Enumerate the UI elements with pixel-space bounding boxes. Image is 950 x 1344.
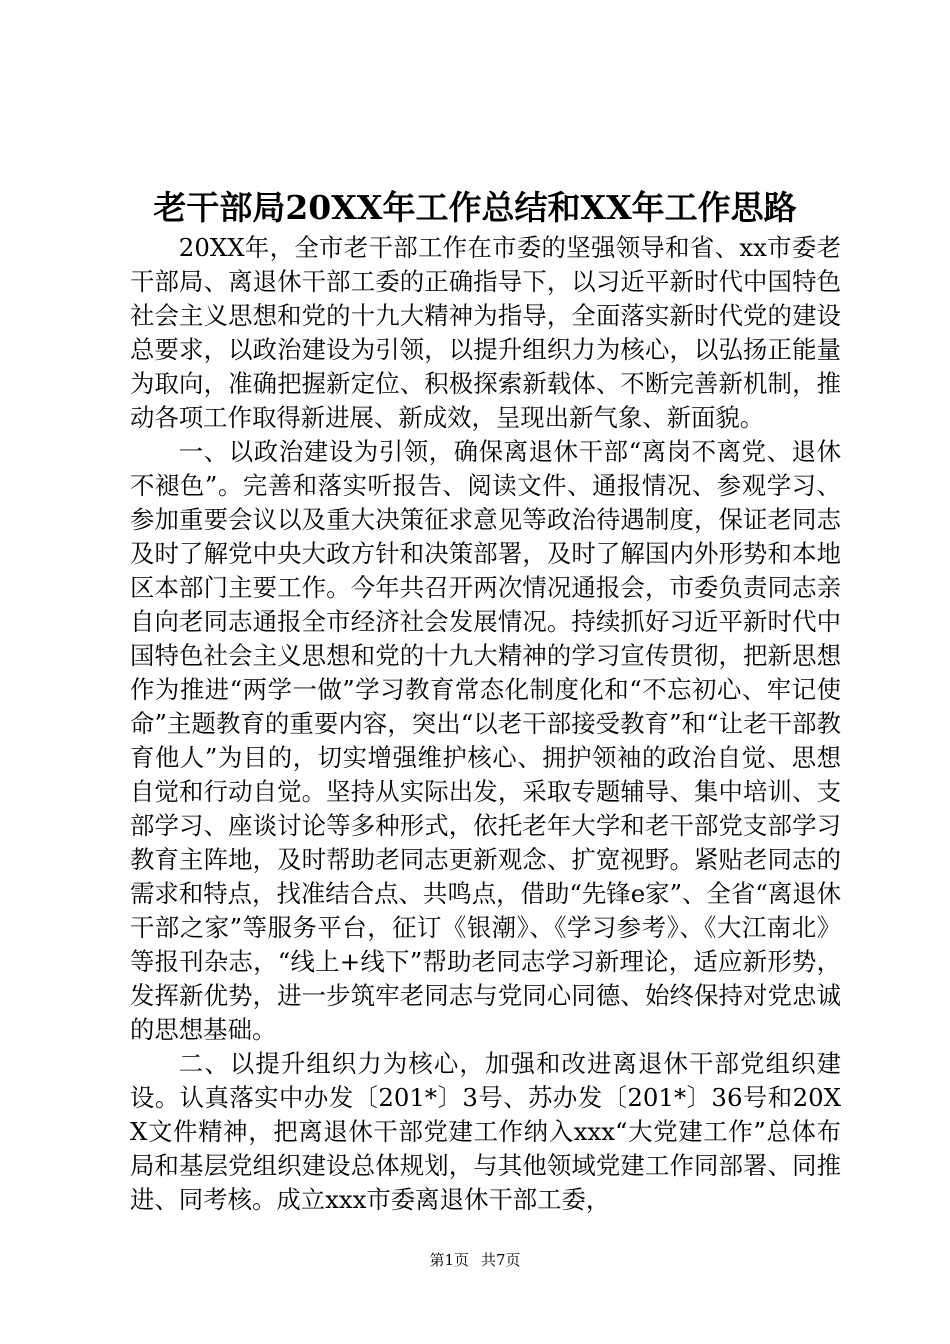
page-footer xyxy=(0,1250,950,1270)
paragraph-section-1: 一、以政治建设为引领，确保离退休干部“离岗不离党、退休不褪色”。完善和落实听报告、阅读文件、通报情况、参观学习、参加重要会议以及重大决策征求意见等政治待遇制度，保证老同志及时了解党中央大政方针和决策部署，及时了解国内外形势和本地区本部门主要工作。今年共召开两次情况通报会，市委负责同志亲自向老同志通报全市经济社会发展情况。持续抓好习近平新时代中国特色社会主义思想和党的十九大精神的学习宣传贯彻，把新思想作为推进“两学一做”学习教育常态化制度化和“不忘初心、牢记使命”主题教育的重要内容，突出“以老干部接受教育”和“让老干部教育他人”为目的，切实增强维护核心、拥护领袖的政治自觉、思想自觉和行动自觉。坚持从实际出发，采取专题辅导、集中培训、支部学习、座谈讨论等多种形式，依托老年大学和老干部党支部学习教育主阵地，及时帮助老同志更新观念、扩宽视野。紧贴老同志的需求和特点，找准结合点、共鸣点，借助“先锋e家”、全省“离退休干部之家”等服务平台，征订《银潮》、《学习参考》、《大江南北》等报刊杂志，“线上+线下”帮助老同志学习新理论，适应新形势，发挥新优势，进一步筑牢老同志与党同心同德、始终保持对党忠诚的思想基础。 xyxy=(130,437,841,1044)
page-total: 共7页 xyxy=(481,1251,521,1269)
document-title: 老干部局20XX年工作总结和XX年工作思路 xyxy=(153,188,797,227)
paragraph-section-2: 二、以提升组织力为核心，加强和改进离退休干部党组织建设。认真落实中办发〔201*〕3号、苏办发〔201*〕36号和20XX文件精神，把离退休干部党建工作纳入xxx“大党建工作”总体布局和基层党组织建设总体规划，与其他领域党建工作同部署、同推进、同考核。成立xxx市委离退休干部工委， xyxy=(130,1049,841,1214)
page-number: 第1页 xyxy=(429,1251,469,1269)
document-body xyxy=(130,231,841,1217)
paragraph-intro: 20XX年，全市老干部工作在市委的坚强领导和省、xx市委老干部局、离退休干部工委的正确指导下，以习近平新时代中国特色社会主义思想和党的十九大精神为指导，全面落实新时代党的建设总要求，以政治建设为引领，以提升组织力为核心，以弘扬正能量为取向，准确把握新定位、积极探索新载体、不断完善新机制，推动各项工作取得新进展、新成效，呈现出新气象、新面貌。 xyxy=(130,233,841,432)
